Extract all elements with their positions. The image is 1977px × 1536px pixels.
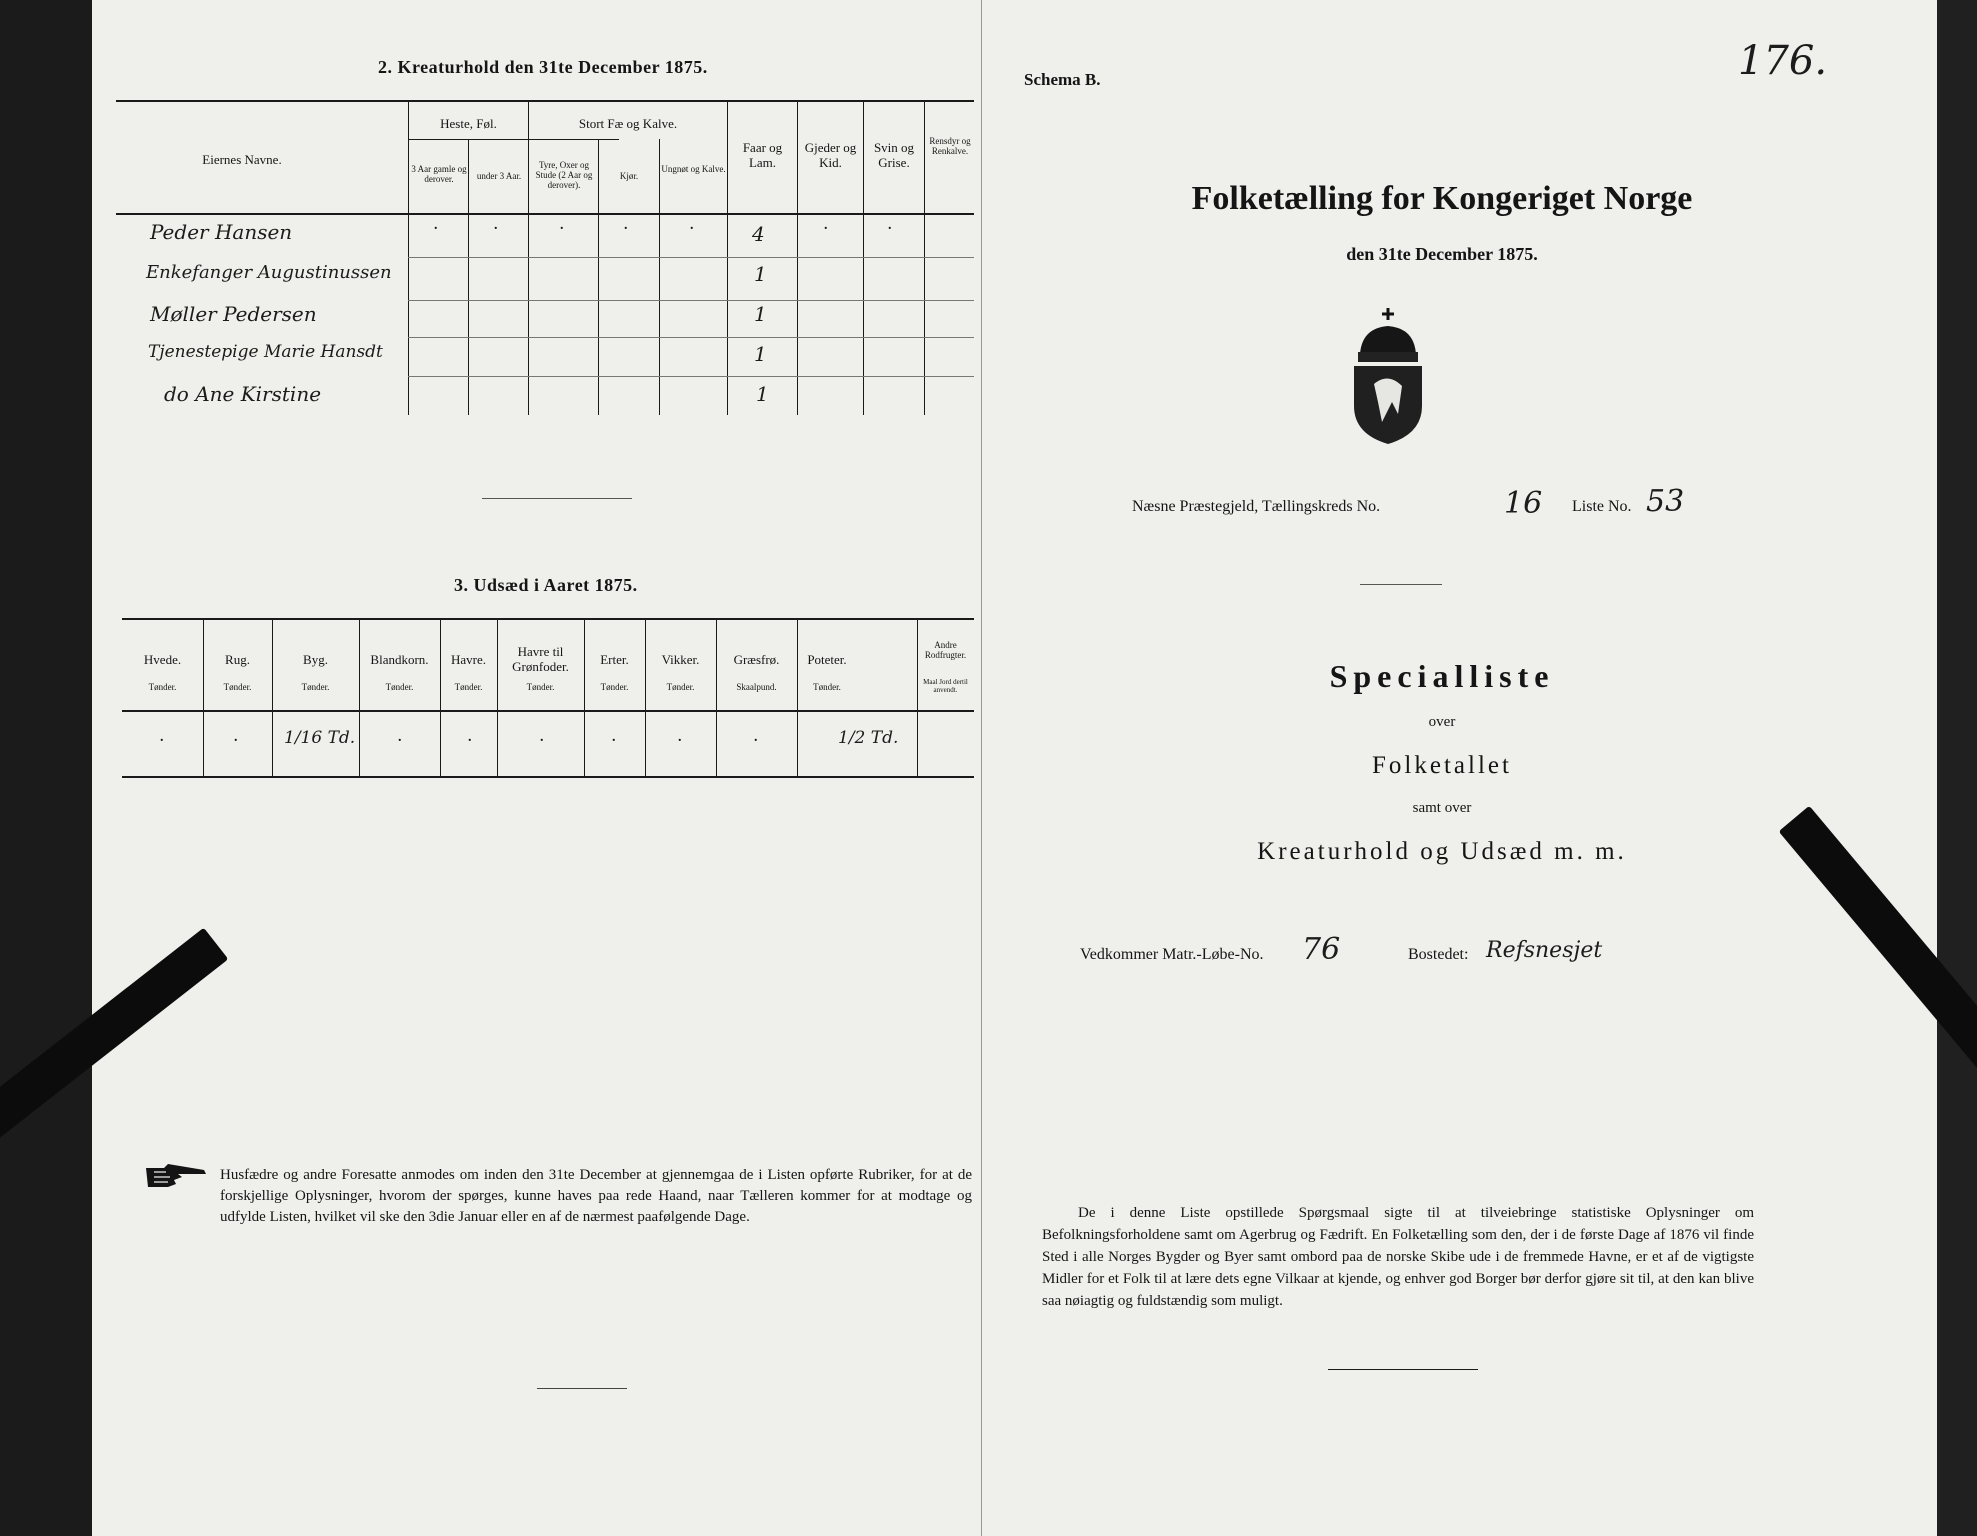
seed-value-oats: . (468, 730, 472, 745)
owner-name-row-4: Tjenestepige Marie Hansdt (148, 342, 383, 362)
coat-of-arms-icon (1348, 306, 1428, 446)
date-line: den 31te December 1875. (1346, 244, 1538, 264)
matr-number: 76 (1302, 932, 1341, 967)
seed-value-vetch: . (678, 730, 682, 745)
special-list-title: Specialliste (1329, 658, 1555, 694)
seed-value-mixed: . (398, 730, 402, 745)
page-number: 176. (1738, 38, 1828, 84)
col-header-bulls-oxen: Tyre, Oxer og Stude (2 Aar og derover). (535, 160, 593, 190)
horses-group-header: Heste, Føl. (440, 116, 497, 131)
seed-col-grass-seed: Græsfrø. (733, 652, 780, 667)
bosted-value: Refsnesjet (1486, 938, 1603, 963)
unit: Tønder. (223, 682, 252, 692)
col-header-reindeer: Rensdyr og Renkalve. (929, 136, 971, 156)
seed-value-wheat: . (160, 730, 164, 745)
seed-col-other-roots: Andre Rodfrugter. (924, 640, 967, 660)
unit: Tønder. (666, 682, 695, 692)
divider (1360, 584, 1442, 585)
left-page (92, 0, 982, 1536)
seed-col-rye: Rug. (225, 652, 250, 667)
unit: Maal Jord dertil anvendt. (923, 678, 968, 694)
unit: Tønder. (600, 682, 629, 692)
owner-name-row-3: Møller Pedersen (150, 302, 317, 326)
over-text: over (1428, 714, 1456, 730)
list-label: Liste No. (1572, 498, 1632, 515)
col-header-young-cattle: Ungnøt og Kalve. (661, 164, 726, 174)
seed-col-peas: Erter. (600, 652, 629, 667)
col-header-sheep: Faar og Lam. (742, 140, 783, 170)
livestock-seed-text: Kreaturhold og Udsæd m. m. (1257, 838, 1627, 865)
sheep-count-row-5: 1 (756, 382, 769, 406)
seed-col-oats-fodder: Havre til Grønfoder. (512, 644, 569, 674)
unit: Tønder. (301, 682, 330, 692)
unit: Tønder. (454, 682, 483, 692)
cell: . (560, 218, 564, 233)
unit: Tønder. (148, 682, 177, 692)
unit: Tønder. (385, 682, 414, 692)
footer-text: De i denne Liste opstillede Spørgsmaal sigte til at tilveiebringe statistiske Oplysninger om Befolkningsforholdene samt om Agerbrug og Fædrift. En Folketælling som den, der i de første Dage af 1876 vil finde Sted i alle Norges Bygder og Byer samt ombord paa de norske Skibe ude i de fremmede Havne, er et af de vigtigste Midler for et Folk til at lære dets egne Vilkaar at kjende, og enhver god Borger bør derfor gjøre sit til, at den kan blive saa nøiagtig og fuldstændig som muligt. (1042, 1205, 1754, 1309)
seed-col-potatoes: Poteter. (807, 652, 847, 667)
matr-label: Vedkommer Matr.-Løbe-No. (1080, 946, 1264, 963)
sheep-count-row-3: 1 (754, 302, 767, 326)
seed-col-wheat: Hvede. (143, 652, 182, 667)
unit: Skaalpund. (736, 682, 777, 692)
main-title: Folketælling for Kongeriget Norge (1191, 180, 1693, 217)
scanner-edge (1937, 0, 1977, 1536)
seed-value-potatoes: 1/2 Td. (838, 728, 899, 748)
parish-line: Næsne Præstegjeld, Tællingskreds No. (1132, 498, 1381, 515)
owner-name-row-5: do Ane Kirstine (164, 382, 322, 406)
divider (482, 498, 632, 499)
col-header-horses-under3: under 3 Aar. (476, 171, 522, 181)
seed-col-barley: Byg. (303, 652, 328, 667)
cell: . (624, 218, 628, 233)
seed-value-grass: . (754, 730, 758, 745)
seed-value-barley: 1/16 Td. (284, 728, 356, 748)
seed-value-rye: . (234, 730, 238, 745)
sheep-count-row-4: 1 (754, 342, 767, 366)
seed-value-oats-fodder: . (540, 730, 544, 745)
pointing-hand-icon (144, 1160, 212, 1192)
divider (537, 1388, 627, 1389)
section3-title: 3. Udsæd i Aaret 1875. (454, 575, 638, 595)
seed-col-oats: Havre. (450, 652, 486, 667)
cell: . (434, 218, 438, 233)
col-header-horses-3yr: 3 Aar gamle og derover. (411, 164, 467, 184)
owner-name-header: Eiernes Navne. (202, 152, 282, 167)
col-header-pigs: Svin og Grise. (873, 140, 915, 170)
unit: Tønder. (526, 682, 555, 692)
folketallet-text: Folketallet (1372, 752, 1512, 779)
bosted-label: Bostedet: (1408, 946, 1469, 963)
cell: . (690, 218, 694, 233)
seed-col-vetch: Vikker. (661, 652, 700, 667)
unit: Tønder. (813, 682, 841, 692)
col-header-goats: Gjeder og Kid. (804, 140, 857, 170)
cell: . (494, 218, 498, 233)
owner-name-row-2: Enkefanger Augustinussen (146, 262, 392, 283)
district-number: 16 (1504, 486, 1543, 521)
cell: . (824, 218, 828, 233)
right-page (982, 0, 1937, 1536)
seed-col-mixed-grain: Blandkorn. (370, 652, 429, 667)
cell: . (888, 218, 892, 233)
section2-title: 2. Kreaturhold den 31te December 1875. (378, 57, 708, 77)
cattle-group-header: Stort Fæ og Kalve. (578, 116, 678, 131)
notice-text: Husfædre og andre Foresatte anmodes om inden den 31te December at gjennemgaa de i Listen opførte Rubriker, for at de forskjellige Oplysninger, hvorom der spørges, kunne haves paa rede Haand, naar Tælleren kommer for at modtage og udfylde Listen, hvilket vil ske den 3die Januar eller en af de nærmest paafølgende Dage. (220, 1167, 972, 1225)
list-number: 53 (1646, 484, 1685, 519)
schema-label: Schema B. (1024, 70, 1101, 89)
sheep-count-row-2: 1 (754, 262, 767, 286)
divider (1328, 1369, 1478, 1370)
sheep-count-row-1: 4 (752, 222, 765, 246)
col-header-cows: Kjør. (619, 171, 639, 181)
owner-name-row-1: Peder Hansen (150, 220, 293, 244)
seed-value-peas: . (612, 730, 616, 745)
samt-over-text: samt over (1412, 800, 1472, 816)
